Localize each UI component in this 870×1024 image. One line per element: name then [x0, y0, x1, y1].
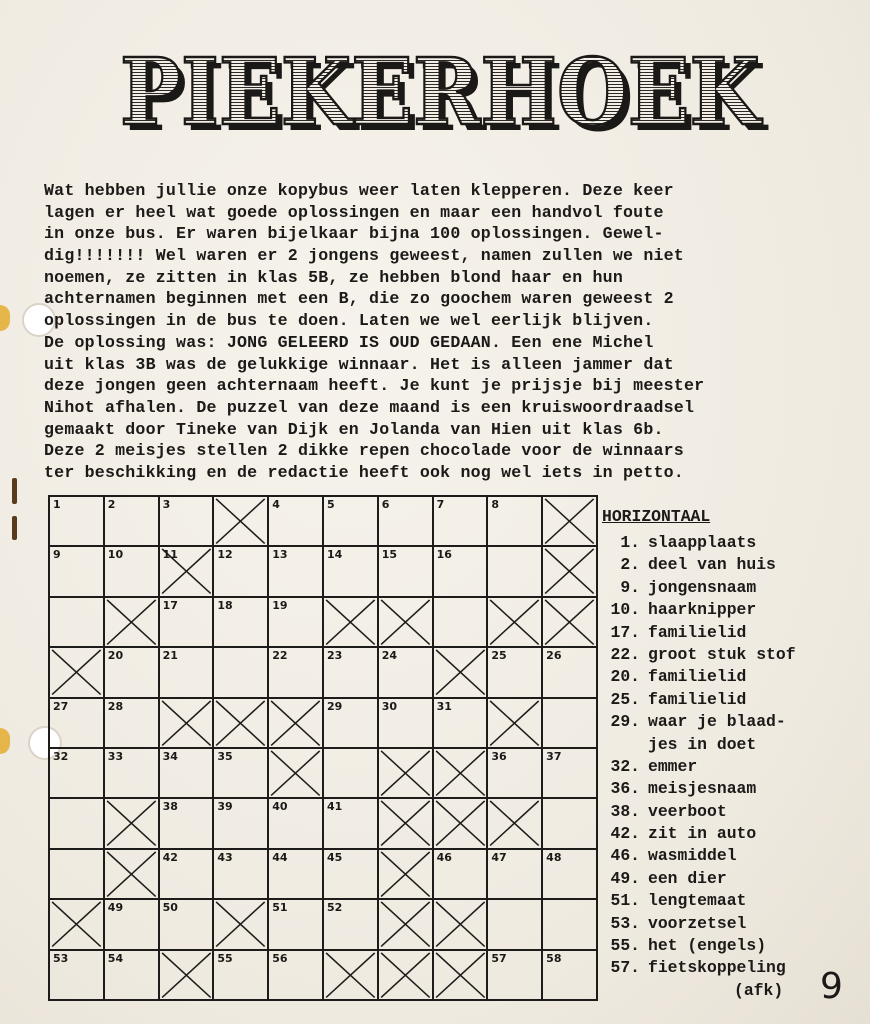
grid-cell[interactable] [104, 950, 159, 1000]
cell-number: 38 [162, 800, 178, 814]
page-number: 9 [820, 966, 843, 1007]
clue-number: 1. [620, 533, 640, 552]
cross-mark-icon [214, 900, 267, 948]
clue-text: fietskoppeling [648, 958, 786, 978]
cell-number: 31 [436, 699, 452, 713]
grid-cell[interactable] [104, 647, 159, 697]
clue-item [602, 689, 832, 711]
grid-cell[interactable] [213, 748, 268, 798]
grid-row [49, 496, 597, 546]
clue-item [602, 890, 832, 912]
cell-number: 21 [162, 649, 178, 663]
cell-number: 11 [162, 548, 178, 562]
clue-item [602, 554, 832, 576]
paragraph-line: oplossingen in de bus te doen. Laten we wel eerlijk blijven. [44, 311, 654, 331]
clue-text: waar je blaad- [648, 712, 786, 732]
cell-number: 7 [436, 498, 445, 511]
clue-number: 32. [610, 756, 640, 776]
staple-mark [12, 478, 17, 504]
clue-item [602, 577, 832, 599]
grid-cell[interactable] [323, 798, 378, 848]
grid-cell-blocked [159, 546, 214, 596]
grid-cell[interactable] [433, 849, 488, 899]
clue-item [602, 957, 832, 979]
grid-cell[interactable] [49, 798, 104, 848]
grid-cell-blocked [213, 899, 268, 949]
clue-number: 49. [610, 868, 640, 888]
grid-cell[interactable] [323, 698, 378, 748]
paragraph-line: Wat hebben jullie onze kopybus weer laten klepperen. Deze keer [44, 181, 674, 200]
cell-number: 51 [272, 901, 288, 915]
clue-continuation: (afk) [734, 980, 784, 1000]
clue-number: 51. [610, 891, 640, 911]
clue-item [602, 599, 832, 621]
clue-number: 20. [610, 667, 640, 687]
cell-number: 12 [217, 548, 233, 562]
grid-cell-blocked [433, 647, 488, 697]
paragraph-line: De oplossing was: JONG GELEERD IS OUD GEDAAN. Een ene Michel [44, 332, 654, 352]
cell-number: 46 [436, 850, 452, 864]
cell-number: 55 [217, 951, 233, 965]
grid-cell-blocked [323, 597, 378, 647]
grid-cell[interactable] [268, 798, 323, 848]
cell-number: 20 [107, 649, 124, 663]
clue-number: 53. [610, 913, 640, 933]
clues-heading: HORIZONTAAL [602, 507, 711, 526]
cell-number: 34 [162, 749, 178, 763]
clue-number: 9. [620, 577, 640, 597]
clue-text: wasmiddel [648, 846, 737, 866]
clue-text: het (engels) [648, 936, 767, 956]
cell-number: 36 [491, 749, 507, 763]
grid-cell[interactable] [49, 950, 104, 1000]
grid-cell[interactable] [159, 496, 214, 546]
clue-item [602, 778, 832, 800]
cell-number: 42 [162, 850, 178, 864]
grid-cell[interactable] [213, 798, 268, 848]
cell-number: 22 [272, 649, 288, 663]
grid-cell-blocked [542, 597, 597, 647]
cell-number: 47 [491, 850, 507, 864]
cell-number: 1 [53, 498, 61, 511]
clue-item [602, 532, 832, 554]
grid-cell[interactable] [323, 849, 378, 899]
grid-cell-blocked [378, 597, 433, 647]
clue-text: haarknipper [648, 600, 757, 620]
cell-number: 50 [162, 901, 178, 915]
cross-mark-icon [434, 749, 487, 797]
clues-list [602, 506, 832, 1002]
clue-number: 25. [610, 689, 640, 709]
cell-number: 25 [491, 649, 507, 663]
cell-number: 58 [546, 951, 562, 965]
grid-cell[interactable] [49, 597, 104, 647]
title-shadow: PIEKERHOEK [126, 44, 769, 152]
cell-number: 16 [436, 548, 452, 562]
clue-item [602, 845, 832, 867]
grid-cell[interactable] [378, 496, 433, 546]
paragraph-line: lagen er heel wat goede oplossingen en maar een handvol foute [44, 202, 664, 222]
grid-cell[interactable] [487, 950, 542, 1000]
cell-number: 19 [272, 598, 288, 612]
cell-number: 57 [491, 951, 507, 965]
clue-number: 29. [610, 712, 640, 732]
cross-mark-icon [214, 497, 267, 545]
grid-cell[interactable] [159, 597, 214, 647]
grid-cell[interactable] [213, 950, 268, 1000]
cross-mark-icon [434, 648, 487, 696]
grid-cell[interactable] [159, 647, 214, 697]
grid-cell[interactable] [378, 647, 433, 697]
cross-mark-icon [379, 799, 432, 847]
grid-cell-blocked [378, 798, 433, 848]
grid-cell-blocked [213, 496, 268, 546]
crossword-grid [48, 495, 576, 979]
cell-number: 45 [326, 850, 343, 864]
grid-cell[interactable] [487, 899, 542, 949]
cross-mark-icon [379, 598, 432, 646]
grid-cell-blocked [104, 849, 159, 899]
cell-number: 52 [326, 901, 343, 915]
cell-number: 33 [107, 749, 124, 763]
cell-number: 6 [381, 498, 390, 511]
clue-number: 2. [620, 555, 640, 575]
grid-cell[interactable] [323, 899, 378, 949]
paragraph-line: achternamen beginnen met een B, die zo goochem waren geweest 2 [44, 289, 674, 309]
grid-cell[interactable] [487, 546, 542, 596]
cell-number: 30 [381, 699, 398, 713]
grid-cell-blocked [378, 950, 433, 1000]
cell-number: 41 [326, 800, 343, 814]
grid-cell[interactable] [323, 748, 378, 798]
grid-cell[interactable] [268, 899, 323, 949]
grid-cell-blocked [213, 698, 268, 748]
clue-text: veerboot [648, 801, 727, 821]
cross-mark-icon [324, 598, 377, 646]
grid-row [49, 748, 597, 798]
grid-cell[interactable] [49, 748, 104, 798]
clue-number: 57. [610, 958, 640, 978]
intro-paragraph [44, 180, 824, 484]
paragraph-line: uit klas 3B was de gelukkige winnaar. Het is alleen jammer dat [44, 354, 674, 374]
grid-cell-blocked [378, 748, 433, 798]
cell-number: 29 [326, 699, 343, 713]
grid-cell-blocked [159, 698, 214, 748]
cross-mark-icon [488, 598, 541, 646]
cross-mark-icon [379, 951, 432, 999]
grid-cell[interactable] [159, 899, 214, 949]
grid-cell[interactable] [323, 496, 378, 546]
grid-cell-blocked [378, 849, 433, 899]
clue-item [602, 801, 832, 823]
grid-cell[interactable] [213, 849, 268, 899]
paragraph-line: noemen, ze zitten in klas 5B, ze hebben blond haar en hun [44, 267, 623, 287]
grid-cell[interactable] [487, 748, 542, 798]
cell-number: 49 [107, 901, 124, 915]
grid-cell[interactable] [213, 546, 268, 596]
grid-cell[interactable] [433, 546, 488, 596]
cell-number: 32 [53, 749, 69, 763]
clue-item [602, 644, 832, 666]
clue-item [602, 823, 832, 845]
paragraph-line: in onze bus. Er waren bijelkaar bijna 100 oplossingen. Gewel- [44, 224, 664, 244]
grid-cell-blocked [268, 698, 323, 748]
clue-text: groot stuk stof [648, 644, 796, 664]
title-text: PIEKERHOEK [120, 38, 763, 146]
cross-mark-icon [379, 749, 432, 797]
clue-text: voorzetsel [648, 913, 747, 933]
grid-cell[interactable] [159, 748, 214, 798]
cross-mark-icon [50, 648, 103, 696]
cell-number: 13 [272, 548, 288, 562]
cell-number: 40 [272, 800, 288, 814]
cell-number: 2 [107, 498, 116, 511]
cell-number: 18 [217, 598, 233, 612]
grid-cell[interactable] [159, 798, 214, 848]
cross-mark-icon [434, 951, 487, 999]
grid-row [49, 546, 597, 596]
grid-cell[interactable] [542, 698, 597, 748]
cross-mark-icon [105, 598, 158, 646]
clue-number: 46. [610, 846, 640, 866]
cross-mark-icon [543, 497, 596, 545]
clue-number: 17. [610, 622, 640, 642]
clue-text: meisjesnaam [648, 779, 757, 799]
grid-cell[interactable] [542, 899, 597, 949]
grid-cell[interactable] [104, 698, 159, 748]
cell-number: 44 [272, 850, 288, 864]
grid-row [49, 597, 597, 647]
grid-cell[interactable] [268, 496, 323, 546]
cross-mark-icon [160, 951, 213, 999]
cross-mark-icon [214, 699, 267, 747]
grid-row [49, 849, 597, 899]
grid-cell-blocked [49, 899, 104, 949]
grid-cell-blocked [542, 546, 597, 596]
cell-number: 4 [272, 498, 280, 511]
grid-row [49, 698, 597, 748]
grid-cell-blocked [49, 647, 104, 697]
cell-number: 17 [162, 598, 178, 612]
clue-number: 55. [610, 936, 640, 956]
cross-mark-icon [543, 547, 596, 595]
clue-number: 36. [610, 779, 640, 799]
grid-cell[interactable] [213, 597, 268, 647]
grid-cell-blocked [323, 950, 378, 1000]
cross-mark-icon [379, 900, 432, 948]
clue-text: familielid [648, 689, 747, 709]
grid-cell[interactable] [49, 698, 104, 748]
cell-number: 37 [546, 749, 562, 763]
grid-cell[interactable] [542, 647, 597, 697]
clue-item [602, 913, 832, 935]
clue-text: jes in doet [648, 734, 757, 754]
grid-cell-blocked [433, 748, 488, 798]
clue-item [602, 666, 832, 688]
staple-mark [12, 516, 17, 540]
clue-text: slaapplaats [648, 533, 757, 552]
grid-cell-blocked [378, 899, 433, 949]
cross-mark-icon [269, 749, 322, 797]
cell-number: 8 [491, 498, 500, 511]
grid-cell[interactable] [433, 597, 488, 647]
cell-number: 56 [272, 951, 288, 965]
grid-cell-blocked [487, 597, 542, 647]
grid-cell[interactable] [542, 849, 597, 899]
cell-number: 48 [546, 850, 562, 864]
cell-number: 10 [107, 548, 124, 562]
clue-number: 38. [610, 801, 640, 821]
grid-cell[interactable] [323, 647, 378, 697]
clue-item [602, 622, 832, 644]
clue-text: een dier [648, 868, 727, 888]
cell-number: 28 [107, 699, 124, 713]
clue-number: 42. [610, 824, 640, 844]
grid-cell-blocked [487, 798, 542, 848]
grid-cell[interactable] [487, 647, 542, 697]
clue-item [602, 935, 832, 957]
grid-row [49, 798, 597, 848]
cell-number: 43 [217, 850, 233, 864]
grid-row [49, 899, 597, 949]
cell-number: 35 [217, 749, 233, 763]
grid-cell[interactable] [49, 546, 104, 596]
clue-text: familielid [648, 667, 747, 687]
grid-cell[interactable] [104, 496, 159, 546]
grid-cell[interactable] [268, 950, 323, 1000]
grid-cell[interactable] [104, 748, 159, 798]
clue-item [602, 711, 832, 733]
grid-cell[interactable] [213, 647, 268, 697]
cell-number: 9 [53, 548, 61, 562]
clue-item [602, 734, 832, 756]
grid-cell[interactable] [49, 849, 104, 899]
grid-cell[interactable] [487, 496, 542, 546]
cell-number: 39 [217, 800, 233, 814]
clue-number: 10. [610, 600, 640, 620]
grid-cell[interactable] [542, 748, 597, 798]
grid-cell[interactable] [104, 546, 159, 596]
clue-text: zit in auto [648, 824, 757, 844]
clue-number: 22. [610, 644, 640, 664]
grid-row [49, 647, 597, 697]
grid-cell[interactable] [378, 546, 433, 596]
cross-mark-icon [269, 699, 322, 747]
grid-cell-blocked [104, 597, 159, 647]
grid-cell[interactable] [268, 597, 323, 647]
cross-mark-icon [543, 598, 596, 646]
grid-cell-blocked [268, 748, 323, 798]
paragraph-line: dig!!!!!!! Wel waren er 2 jongens geweest, namen zullen we niet [44, 246, 684, 266]
grid-row [49, 950, 597, 1000]
paragraph-line: Nihot afhalen. De puzzel van deze maand is een kruiswoordraadsel [44, 397, 695, 417]
cross-mark-icon [160, 699, 213, 747]
cell-number: 54 [107, 951, 124, 965]
cell-number: 53 [53, 951, 69, 965]
grid-cell[interactable] [378, 698, 433, 748]
clue-text: lengtemaat [648, 891, 747, 911]
clue-text: deel van huis [648, 555, 776, 575]
paragraph-line: Deze 2 meisjes stellen 2 dikke repen chocolade voor de winnaars [44, 441, 684, 461]
cell-number: 15 [381, 548, 398, 562]
cross-mark-icon [488, 799, 541, 847]
cell-number: 5 [326, 498, 335, 511]
grid-cell[interactable] [542, 950, 597, 1000]
cross-mark-icon [324, 951, 377, 999]
cell-number: 27 [53, 699, 69, 713]
grid-cell[interactable] [433, 496, 488, 546]
grid-cell[interactable] [323, 546, 378, 596]
clue-text: familielid [648, 622, 747, 642]
grid-cell[interactable] [268, 849, 323, 899]
cell-number: 3 [162, 498, 171, 511]
grid-cell-blocked [159, 950, 214, 1000]
clue-item [602, 756, 832, 778]
grid-cell-blocked [104, 798, 159, 848]
clue-text: jongensnaam [648, 577, 757, 597]
grid-cell[interactable] [542, 798, 597, 848]
cell-number: 26 [546, 649, 562, 663]
cross-mark-icon [434, 900, 487, 948]
cross-mark-icon [105, 850, 158, 898]
cell-number: 14 [326, 548, 343, 562]
grid-cell[interactable] [104, 899, 159, 949]
clue-item [602, 868, 832, 890]
cross-mark-icon [50, 900, 103, 948]
cell-number: 23 [326, 649, 343, 663]
grid-cell-blocked [542, 496, 597, 546]
cell-number: 24 [381, 649, 398, 663]
page-title [118, 18, 778, 158]
paragraph-line: ter beschikking en de redactie heeft ook nog wel iets in petto. [44, 462, 684, 482]
grid-cell-blocked [433, 899, 488, 949]
cross-mark-icon [488, 699, 541, 747]
paragraph-line: gemaakt door Tineke van Dijk en Jolanda van Hien uit klas 6b. [44, 419, 664, 439]
cross-mark-icon [105, 799, 158, 847]
grid-cell[interactable] [268, 647, 323, 697]
grid-cell-blocked [487, 698, 542, 748]
clue-text: emmer [648, 756, 698, 776]
grid-cell[interactable] [159, 849, 214, 899]
grid-cell-blocked [433, 950, 488, 1000]
cross-mark-icon [379, 850, 432, 898]
grid-cell[interactable] [433, 698, 488, 748]
paragraph-line: deze jongen geen achternaam heeft. Je kunt je prijsje bij meester [44, 376, 705, 396]
grid-cell-blocked [433, 798, 488, 848]
grid-cell[interactable] [268, 546, 323, 596]
grid-cell[interactable] [49, 496, 104, 546]
cross-mark-icon [434, 799, 487, 847]
grid-cell[interactable] [487, 849, 542, 899]
